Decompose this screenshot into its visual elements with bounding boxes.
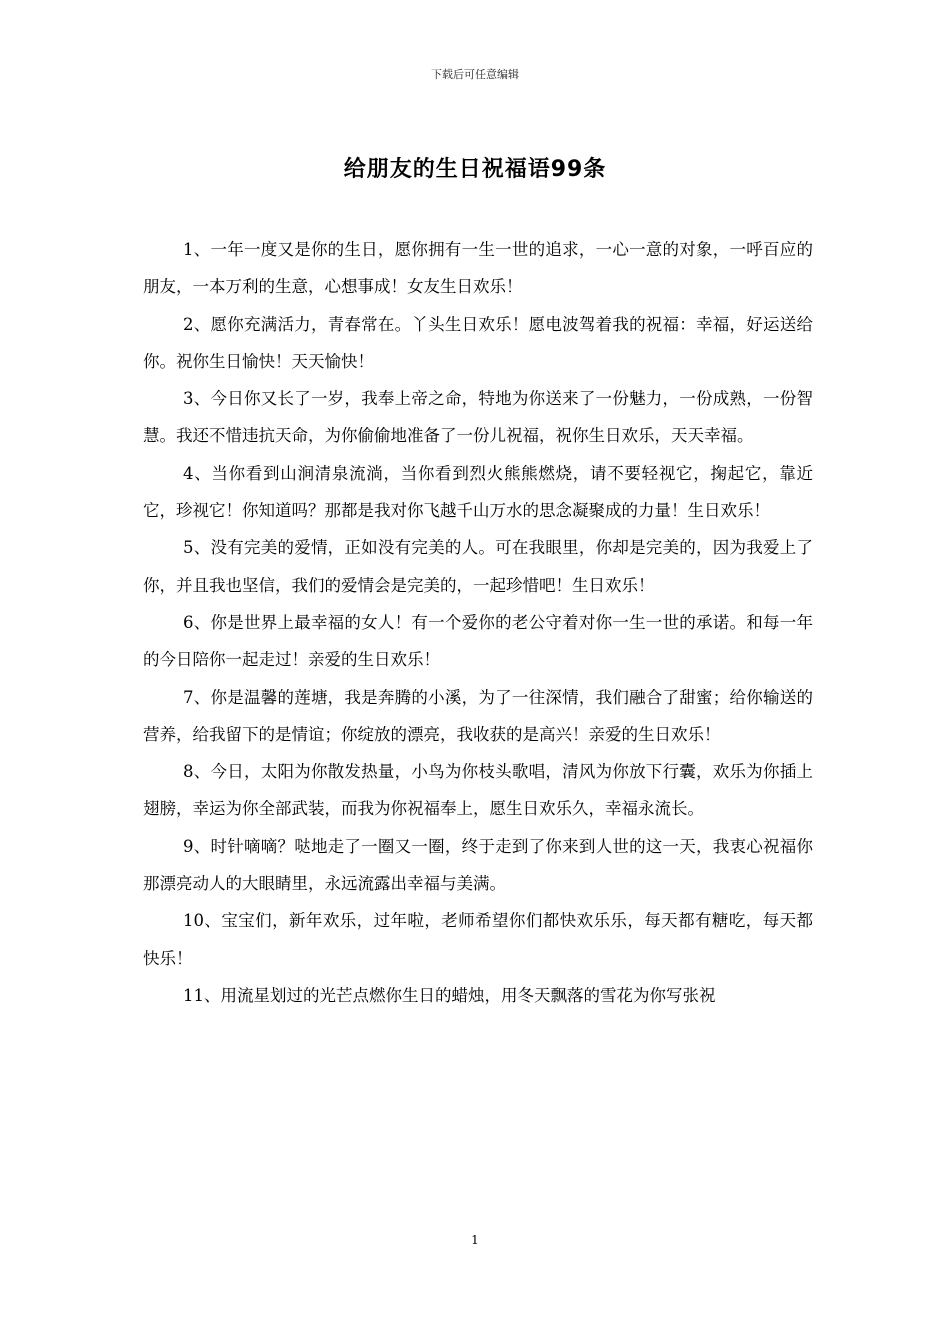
paragraph-7: 7、你是温馨的莲塘，我是奔腾的小溪，为了一往深情，我们融合了甜蜜；给你输送的营养，给我留下的是情谊；你绽放的漂亮，我收获的是高兴！亲爱的生日欢乐！ bbox=[143, 687, 813, 744]
document-title: 给朋友的生日祝福语99条 bbox=[343, 157, 607, 182]
paragraph-2: 2、愿你充满活力，青春常在。丫头生日欢乐！愿电波驾着我的祝福：幸福，好运送给你。祝你生日愉快！天天愉快！ bbox=[143, 314, 813, 371]
page-header: 下载后可任意编辑 bbox=[431, 68, 519, 81]
paragraph-4: 4、当你看到山涧清泉流淌，当你看到烈火熊熊燃烧，请不要轻视它，掬起它，靠近它，珍视它！你知道吗？那都是我对你飞越千山万水的思念凝聚成的力量！生日欢乐！ bbox=[143, 463, 813, 521]
paragraph-10: 10、宝宝们，新年欢乐，过年啦，老师希望你们都快欢乐乐，每天都有糖吃，每天都快乐！ bbox=[143, 911, 813, 968]
paragraph-6: 6、你是世界上最幸福的女人！有一个爱你的老公守着对你一生一世的承诺。和每一年的今日陪你一起走过！亲爱的生日欢乐！ bbox=[143, 612, 813, 670]
page-number: 1 bbox=[471, 1233, 479, 1247]
paragraph-11: 11、用流星划过的光芒点燃你生日的蜡烛，用冬天飘落的雪花为你写张祝 bbox=[183, 985, 716, 1005]
paragraph-5: 5、没有完美的爱情，正如没有完美的人。可在我眼里，你却是完美的，因为我爱上了你，并且我也坚信，我们的爱情会是完美的，一起珍惜吧！生日欢乐！ bbox=[143, 538, 813, 595]
paragraph-3: 3、今日你又长了一岁，我奉上帝之命，特地为你送来了一份魅力，一份成熟，一份智慧。我还不惜违抗天命，为你偷偷地准备了一份儿祝福，祝你生日欢乐，天天幸福。 bbox=[143, 389, 813, 446]
document-body bbox=[143, 231, 813, 1014]
paragraph-9: 9、时针嘀嘀？哒地走了一圈又一圈，终于走到了你来到人世的这一天，我衷心祝福你那漂亮动人的大眼睛里，永远流露出幸福与美满。 bbox=[143, 836, 813, 894]
paragraph-1: 1、一年一度又是你的生日，愿你拥有一生一世的追求，一心一意的对象，一呼百应的朋友，一本万利的生意，心想事成！女友生日欢乐！ bbox=[143, 240, 813, 297]
paragraph-8: 8、今日，太阳为你散发热量，小鸟为你枝头歌唱，清风为你放下行囊，欢乐为你插上翅膀，幸运为你全部武装，而我为你祝福奉上，愿生日欢乐久，幸福永流长。 bbox=[143, 762, 813, 819]
